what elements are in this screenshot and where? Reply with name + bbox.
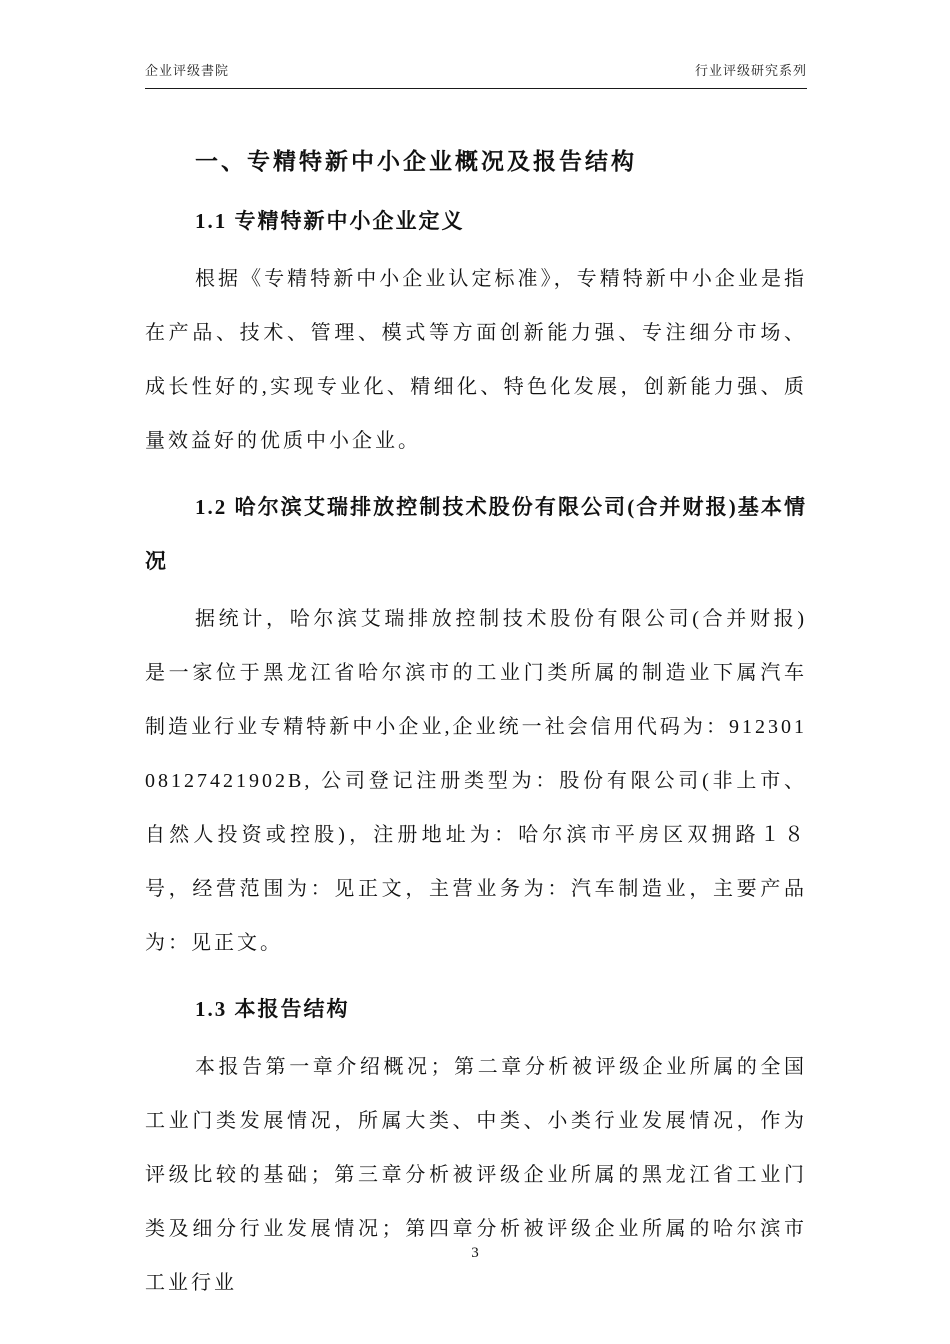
section-1-3-paragraph: 本报告第一章介绍概况；第二章分析被评级企业所属的全国工业门类发展情况，所属大类、中类、小类行业发展情况，作为评级比较的基础；第三章分析被评级企业所属的黑龙江省工业门类及细分行业发展情况；第四章分析被评级企业所属的哈尔滨市工业行业 xyxy=(145,1056,807,1294)
header-right-text: 行业评级研究系列 xyxy=(694,63,807,78)
page-number: 3 xyxy=(471,1245,479,1261)
section-1-2-paragraph: 据统计，哈尔滨艾瑞排放控制技术股份有限公司(合并财报)是一家位于黑龙江省哈尔滨市的工业门类所属的制造业下属汽车制造业行业专精特新中小企业,企业统一社会信用代码为：91230108127421902B, 公司登记注册类型为：股份有限公司(非上市、自然人投资或控股)，注册地址为：哈尔滨市平房区双拥路１８号，经营范围为：见正文，主营业务为：汽车制造业，主要产品为：见正文。 xyxy=(145,608,807,954)
chapter-title: 一、专精特新中小企业概况及报告结构 xyxy=(195,149,637,174)
page-footer xyxy=(0,1245,950,1262)
section-1-1-paragraph: 根据《专精特新中小企业认定标准》，专精特新中小企业是指在产品、技术、管理、模式等方面创新能力强、专注细分市场、成长性好的,实现专业化、精细化、特色化发展，创新能力强、质量效益好的优质中小企业。 xyxy=(145,268,807,452)
page-header xyxy=(145,60,807,89)
document-content xyxy=(145,92,807,1314)
section-1-3-heading: 1.3 本报告结构 xyxy=(195,997,350,1021)
section-1-1-heading: 1.1 专精特新中小企业定义 xyxy=(195,209,465,233)
header-left-text: 企业评级書院 xyxy=(145,63,230,78)
section-1-2-heading: 1.2 哈尔滨艾瑞排放控制技术股份有限公司(合并财报)基本情况 xyxy=(145,495,807,573)
